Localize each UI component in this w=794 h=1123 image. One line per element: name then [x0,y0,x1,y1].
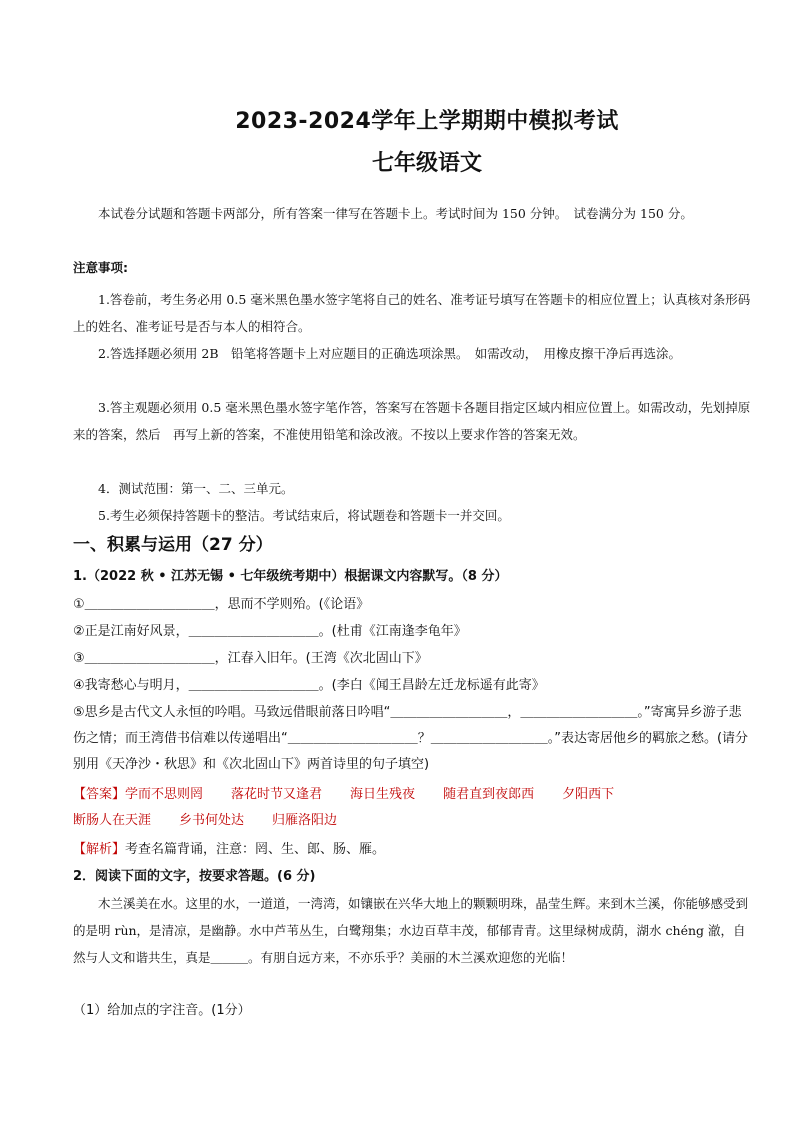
answer-item: 归雁洛阳边 [272,813,338,828]
exam-subtitle: 七年级语文 [371,151,482,176]
notice-item: 2.答选择题必须用 2B 铅笔将答题卡上对应题目的正确选项涂黑。 如需改动， 用橡皮擦干净后再选涂。 [98,346,682,361]
question-1-line: ③＿＿＿＿＿＿＿＿＿＿，江春入旧年。(王湾《次北固山下》 [73,651,428,666]
question-2-stem: 2．阅读下面的文字，按要求答题。(6 分) [73,869,316,884]
analysis-text: 考查名篇背诵，注意：罔、生、郎、肠、雁。 [125,842,386,857]
exam-title: 2023-2024学年上学期期中模拟考试 [235,109,619,134]
answer-item: 随君直到夜郎西 [443,787,535,802]
answer-item: 学而不思则罔 [125,787,204,802]
notice-heading: 注意事项: [73,260,128,275]
question-1-line: ⑤思乡是古代文人永恒的吟唱。马致远借眼前落日吟唱“＿＿＿＿＿＿＿＿＿，＿＿＿＿＿＿＿＿＿。”寄寓异乡游子悲伤之情；而王湾借书信难以传递唱出“＿＿＿＿＿＿＿＿＿＿？＿＿＿＿＿＿＿＿＿。”表达寄居他乡的羁旅之愁。(请分别用《天净沙・秋思》和《次北固山下》两首诗里的句子填空) [73,705,749,772]
answer-label: 【答案】 [73,787,126,802]
analysis-label: 【解析】 [73,842,126,857]
question-2-passage: 木兰溪美在水。这里的水，一道道，一湾湾，如镶嵌在兴华大地上的颗颗明珠，晶莹生辉。来到木兰溪，你能够感受到的是明 rùn，是清凉，是幽静。水中芦苇丛生，白鹭翔集；水边百草丰茂，郁郁青青。这里绿树成荫，湖水 chéng 澈，自然与人文和谐共生，真是＿＿＿。有朋自远方来，不亦乐乎？美丽的木兰溪欢迎您的光临！ [73,896,749,965]
question-2-sub1: （1）给加点的字注音。(1分） [73,1003,251,1018]
analysis-block [73,837,753,863]
question-1-line: ②正是江南好风景，＿＿＿＿＿＿＿＿＿＿。(杜甫《江南逢李龟年》 [73,624,467,639]
answer-block [73,782,753,834]
question-1-stem: 1.（2022 秋 • 江苏无锡 • 七年级统考期中）根据课文内容默写。（8 分） [73,569,508,584]
question-1-line: ④我寄愁心与明月，＿＿＿＿＿＿＿＿＿＿。(李白《闻王昌龄左迁龙标遥有此寄》 [73,678,545,693]
notice-item: 1.答卷前，考生务必用 0.5 毫米黑色墨水签字笔将自己的姓名、准考证号填写在答题卡的相应位置上；认真核对条形码上的姓名、准考证号是否与本人的相符合。 [73,292,751,334]
answer-item: 断肠人在天涯 [73,813,152,828]
section-title: 一、积累与运用（27 分） [73,535,273,555]
notice-item: 3.答主观题必须用 0.5 毫米黑色墨水签字笔作答，答案写在答题卡各题目指定区域内相应位置上。如需改动，先划掉原来的答案，然后 再写上新的答案，不准使用铅笔和涂改液。不按以上要求作答的答案无效。 [73,400,751,442]
notice-item: 5.考生必须保持答题卡的整洁。考试结束后，将试题卷和答题卡一并交回。 [98,508,510,523]
answer-item: 夕阳西下 [562,787,615,802]
exam-intro: 本试卷分试题和答题卡两部分，所有答案一律写在答题卡上。考试时间为 150 分钟。 试卷满分为 150 分。 [98,206,693,221]
answer-item: 落花时节又逢君 [231,787,323,802]
question-1-line: ①＿＿＿＿＿＿＿＿＿＿，思而不学则殆。(《论语》 [73,597,370,612]
notice-item: 4．测试范围：第一、二、三单元。 [98,481,294,496]
answer-item: 海日生残夜 [350,787,416,802]
answer-item: 乡书何处达 [179,813,245,828]
